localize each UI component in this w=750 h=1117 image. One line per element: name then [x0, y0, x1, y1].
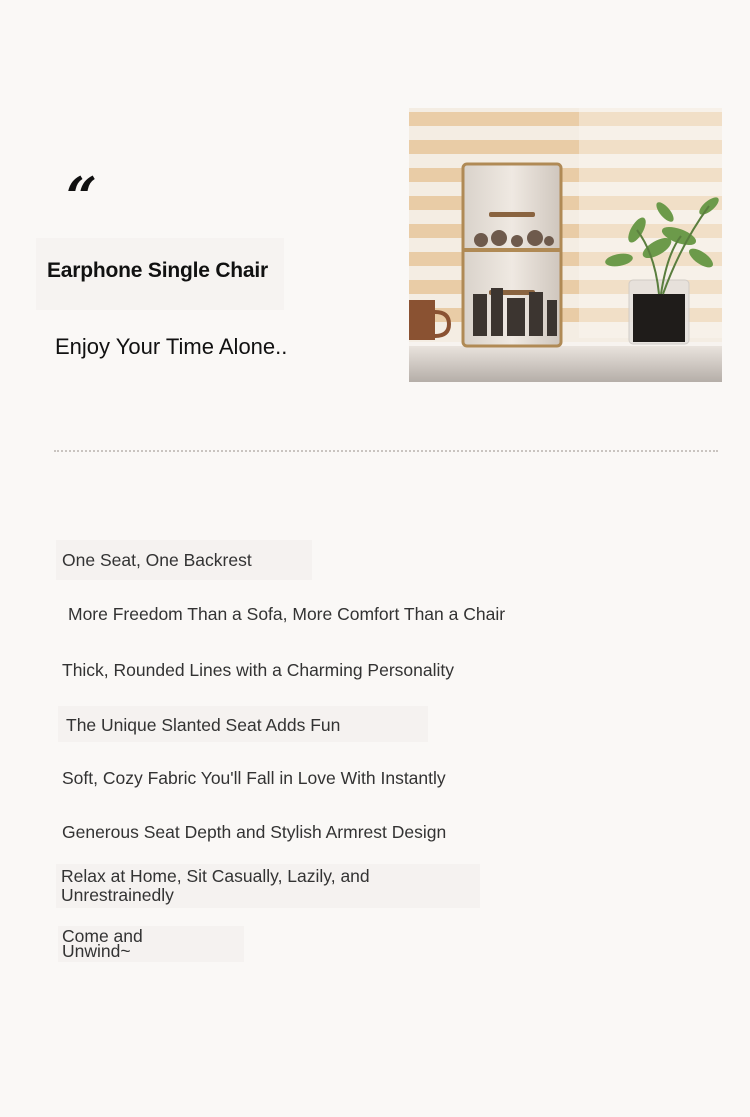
- feature-item: One Seat, One Backrest: [62, 550, 252, 570]
- storage-box-plant-image: [409, 108, 722, 382]
- feature-item: Thick, Rounded Lines with a Charming Personality: [62, 660, 454, 680]
- page-subtitle: Enjoy Your Time Alone..: [55, 334, 288, 359]
- feature-item: The Unique Slanted Seat Adds Fun: [66, 715, 341, 735]
- feature-item: Generous Seat Depth and Stylish Armrest Design: [62, 822, 447, 842]
- section-divider: [54, 450, 718, 452]
- feature-item: Come and Unwind~: [62, 926, 143, 961]
- feature-item: More Freedom Than a Sofa, More Comfort Than a Chair: [68, 604, 506, 624]
- page-title: Earphone Single Chair: [47, 259, 269, 282]
- quote-mark-icon: “: [66, 165, 98, 229]
- product-photo: [409, 108, 722, 382]
- feature-item: Relax at Home, Sit Casually, Lazily, and Unrestrainedly: [61, 866, 370, 905]
- feature-item: Soft, Cozy Fabric You'll Fall in Love With Instantly: [62, 768, 446, 788]
